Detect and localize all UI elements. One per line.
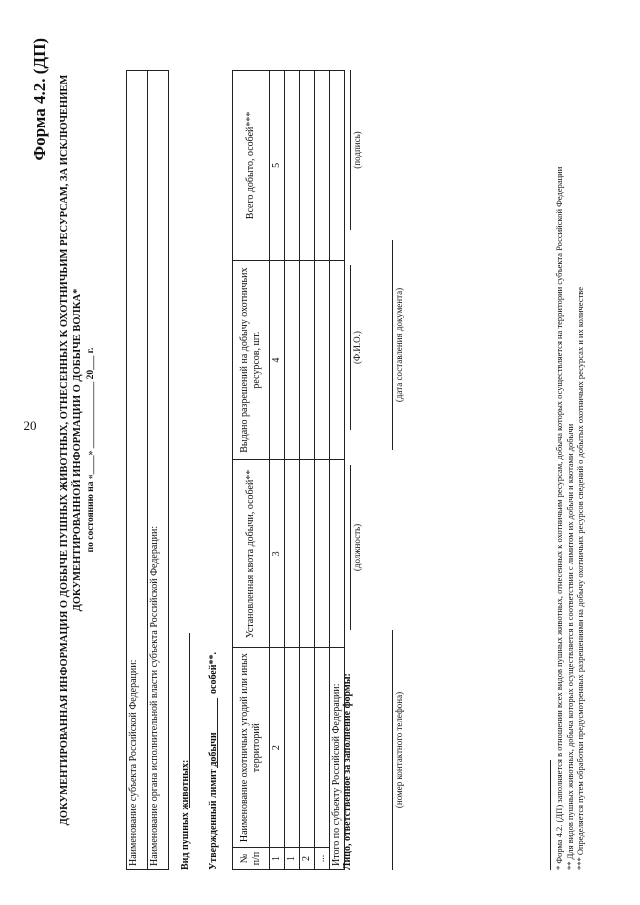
footnote-3: *** Определяется путем обработки предусмотренных разрешениями на добычу охотничьих ресурсов сведений о добытых охотничьих ресурсах и их количестве: [575, 286, 586, 870]
col-number: 2: [270, 648, 285, 848]
table-row: [315, 71, 330, 870]
document-date-line: (дата составления документа): [392, 240, 405, 450]
footnote-divider: [550, 760, 551, 870]
page-number: 20: [23, 418, 37, 433]
table-cell: [315, 648, 330, 848]
table-header-row: [233, 71, 270, 870]
footnote-2: ** Для видов пушных животных, добыча которых осуществляется в соответствии с лимитом их добычи и квотами добычи: [564, 423, 575, 870]
table-cell: [330, 71, 345, 261]
table-cell: [285, 71, 300, 261]
table-cell: [315, 71, 330, 261]
header-permits: Выдано разрешений на добычу охотничьих ресурсов, шт.: [233, 260, 270, 460]
col-number: 1: [270, 848, 285, 870]
responsible-person-label: Лицо, ответственное за заполнение формы:: [342, 673, 353, 870]
column-number-row: [270, 71, 285, 870]
signature-sign: (подпись): [350, 70, 363, 230]
limit-label: Утвержденный лимит добычи: [208, 732, 219, 870]
signature-position: (должность): [350, 465, 363, 630]
header-quota: Установленная квота добычи, особей**: [233, 460, 270, 648]
limit-unit: особей**.: [208, 651, 219, 694]
table-cell: [285, 648, 300, 848]
harvest-table: [232, 70, 345, 870]
authority-name-cell: Наименование органа исполнительной власти субъекта Российской Федерации:: [148, 71, 169, 870]
limit-fill-line: [217, 698, 218, 768]
header-territory: Наименование охотничьих угодий или иных территорий: [233, 648, 270, 848]
table-cell: [315, 460, 330, 648]
row-num-cell: ...: [315, 848, 330, 870]
row-num-cell: 2: [300, 848, 315, 870]
col-number: 3: [270, 460, 285, 648]
table-cell: [285, 460, 300, 648]
table-cell: [285, 260, 300, 460]
title-line-1: ДОКУМЕНТИРОВАННАЯ ИНФОРМАЦИЯ О ДОБЫЧЕ ПУШНЫХ ЖИВОТНЫХ, ОТНЕСЕННЫХ К ОХОТНИЧЬИМ РЕСУРСАМ, ЗА ИСКЛЮЧЕНИЕМ: [59, 74, 70, 826]
table-cell: [300, 648, 315, 848]
subject-name-cell: Наименование субъекта Российской Федерации:: [127, 71, 148, 870]
table-cell: [315, 260, 330, 460]
rotated-form-page: [30, 30, 610, 870]
species-fill-line: [189, 633, 190, 808]
col-number: 4: [270, 260, 285, 460]
header-total-harvested: Всего добыто, особей***: [233, 71, 270, 261]
table-cell: [300, 260, 315, 460]
table-cell: [300, 460, 315, 648]
table-cell: [300, 71, 315, 261]
signature-full-name: (Ф.И.О.): [350, 265, 363, 430]
contact-phone-line: (номер контактного телефона): [392, 630, 405, 870]
col-number: 5: [270, 71, 285, 261]
table-cell: [330, 460, 345, 648]
row-num-cell: 1: [285, 848, 300, 870]
species-label: Вид пушных животных:: [180, 759, 191, 870]
table-cell: [330, 260, 345, 460]
footnote-1: * Форма 4.2. (ДП) заполняется в отношении всех видов пушных животных, отнесенных к охотничьим ресурсам, добыча которых осуществляется на территории субъекта Российской Федерации: [554, 166, 564, 870]
table-row: [285, 71, 300, 870]
total-label: Итого по субъекту Российской Федерации:: [330, 648, 345, 870]
form-number: Форма 4.2. (ДП): [30, 38, 49, 161]
title-line-2: ДОКУМЕНТИРОВАННОЙ ИНФОРМАЦИИ О ДОБЫЧЕ ВОЛКА*: [72, 288, 84, 612]
footnotes: [550, 30, 586, 870]
subject-info-table: [126, 70, 169, 870]
as-of-date: по состоянию на «____» ______________ 20___ г.: [86, 347, 96, 553]
header-num: № п/п: [233, 848, 270, 870]
form-title: [58, 70, 84, 830]
table-row: [300, 71, 315, 870]
